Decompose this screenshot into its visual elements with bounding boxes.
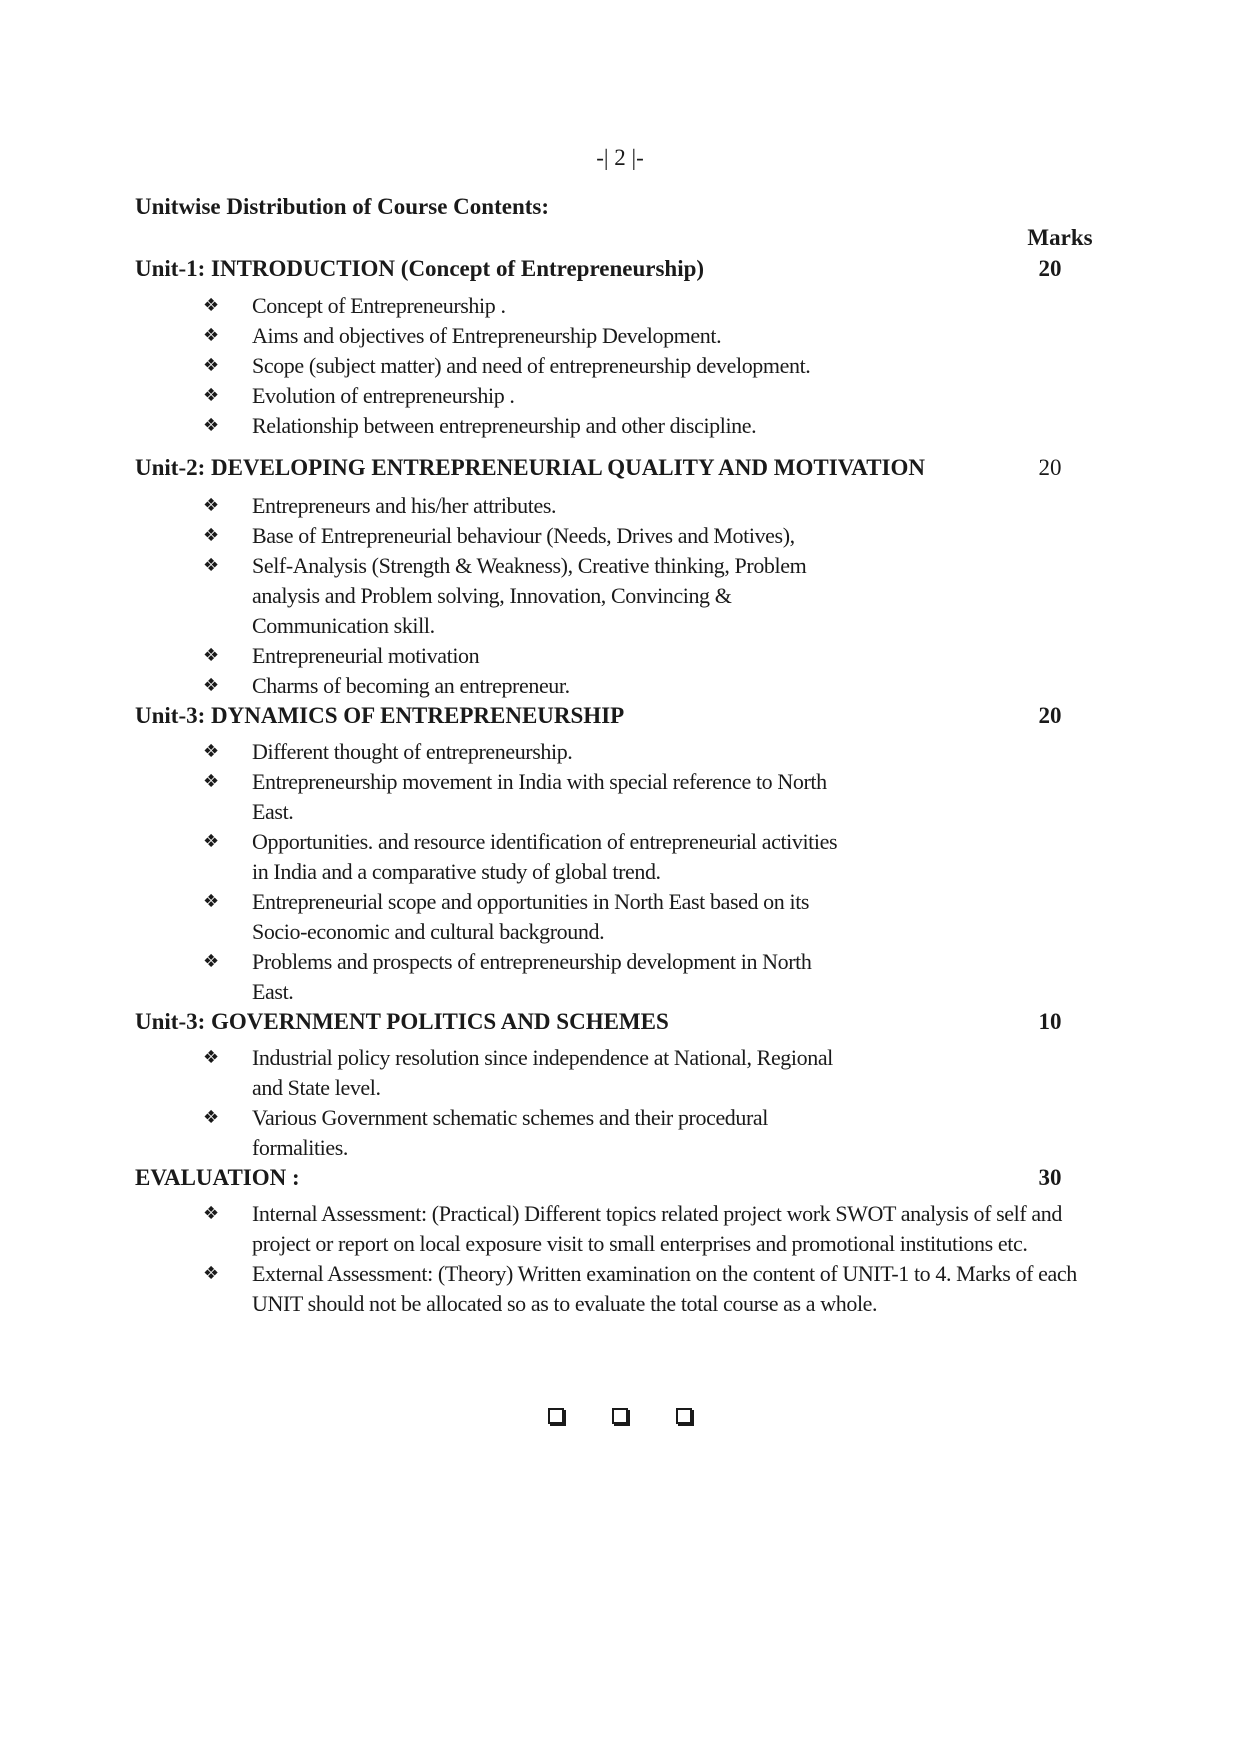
- list-item: ❖ Opportunities. and resource identification of entrepreneurial activities in India and a comparative study of global trend.: [203, 829, 838, 884]
- unit-2-title: Unit-2: DEVELOPING ENTREPRENEURIAL QUALITY AND MOTIVATION: [135, 455, 925, 480]
- list-item: ❖ Entrepreneurs and his/her attributes.: [200, 491, 852, 521]
- diamond-bullet-icon: ❖: [203, 1107, 219, 1128]
- diamond-bullet-icon: ❖: [203, 891, 219, 912]
- diamond-bullet-icon: ❖: [203, 1203, 219, 1224]
- list-item: ❖ Relationship between entrepreneurship and other discipline.: [200, 411, 1092, 441]
- list-item: ❖ Entrepreneurial scope and opportunities in North East based on its Socio-economic and cultural background.: [203, 889, 810, 944]
- evaluation-title: EVALUATION :: [135, 1165, 300, 1190]
- list-item: ❖ Different thought of entrepreneurship.: [200, 737, 852, 767]
- unit-4-marks: 10: [1038, 1009, 1062, 1034]
- unit-1-title: Unit-1: INTRODUCTION (Concept of Entrepreneurship): [135, 256, 705, 281]
- diamond-bullet-icon: ❖: [203, 675, 219, 696]
- diamond-bullet-icon: ❖: [203, 555, 219, 576]
- list-item: ❖ Entrepreneurship movement in India with special reference to North East.: [203, 769, 827, 824]
- square-box-icon: [612, 1408, 628, 1424]
- diamond-bullet-icon: ❖: [203, 415, 219, 436]
- diamond-bullet-icon: ❖: [203, 525, 219, 546]
- unit-1-marks: 20: [1038, 256, 1062, 281]
- unit-2-topic-list: [200, 491, 892, 701]
- diamond-bullet-icon: ❖: [203, 771, 219, 792]
- unit-3-topic-list: [200, 737, 852, 1007]
- diamond-bullet-icon: ❖: [203, 1047, 219, 1068]
- list-item: ❖ Various Government schematic schemes and their procedural formalities.: [203, 1105, 769, 1160]
- diamond-bullet-icon: ❖: [203, 325, 219, 346]
- diamond-bullet-icon: ❖: [203, 645, 219, 666]
- list-item: ❖ External Assessment: (Theory) Written examination on the content of UNIT-1 to 4. Marks of each UNIT should not be allocated so as to evaluate the total course as a whole.: [203, 1261, 1077, 1316]
- list-item: ❖ Charms of becoming an entrepreneur.: [200, 671, 852, 701]
- document-heading: Unitwise Distribution of Course Contents:: [135, 194, 549, 219]
- diamond-bullet-icon: ❖: [203, 355, 219, 376]
- unit-3-title: Unit-3: DYNAMICS OF ENTREPRENEURSHIP: [135, 703, 625, 728]
- unit-2-marks: 20: [1038, 455, 1062, 480]
- list-item: ❖ Base of Entrepreneurial behaviour (Needs, Drives and Motives),: [200, 521, 892, 551]
- diamond-bullet-icon: ❖: [203, 1263, 219, 1284]
- unit-1-topic-list: [200, 291, 1100, 441]
- diamond-bullet-icon: ❖: [203, 295, 219, 316]
- diamond-bullet-icon: ❖: [203, 495, 219, 516]
- square-box-icon: [676, 1408, 692, 1424]
- evaluation-marks: 30: [1038, 1165, 1062, 1190]
- list-item: ❖ Entrepreneurial motivation: [200, 641, 852, 671]
- list-item: ❖ Self-Analysis (Strength & Weakness), Creative thinking, Problem analysis and Problem solving, Innovation, Convincing & Communication skill.: [203, 553, 807, 638]
- diamond-bullet-icon: ❖: [203, 385, 219, 406]
- list-item: ❖ Aims and objectives of Entrepreneurship Development.: [200, 321, 1092, 351]
- list-item: ❖ Concept of Entrepreneurship .: [200, 291, 1092, 321]
- diamond-bullet-icon: ❖: [203, 741, 219, 762]
- unit-4-title: Unit-3: GOVERNMENT POLITICS AND SCHEMES: [135, 1009, 669, 1034]
- page-number: -| 2 |-: [596, 145, 644, 170]
- diamond-bullet-icon: ❖: [203, 951, 219, 972]
- list-item: ❖ Problems and prospects of entrepreneurship development in North East.: [203, 949, 812, 1004]
- unit-4-topic-list: [200, 1043, 852, 1163]
- list-item: ❖ Industrial policy resolution since independence at National, Regional and State level.: [203, 1045, 833, 1100]
- list-item: ❖ Evolution of entrepreneurship .: [200, 381, 1092, 411]
- end-of-section-marks: [548, 1408, 692, 1424]
- unit-3-marks: 20: [1038, 703, 1062, 728]
- evaluation-list: [200, 1199, 1112, 1319]
- list-item: ❖ Internal Assessment: (Practical) Different topics related project work SWOT analysis of self and project or report on local exposure visit to small enterprises and promotional institutions etc.: [203, 1201, 1062, 1256]
- marks-column-header: Marks: [1027, 225, 1093, 250]
- square-box-icon: [548, 1408, 564, 1424]
- diamond-bullet-icon: ❖: [203, 831, 219, 852]
- list-item: ❖ Scope (subject matter) and need of entrepreneurship development.: [200, 351, 1092, 381]
